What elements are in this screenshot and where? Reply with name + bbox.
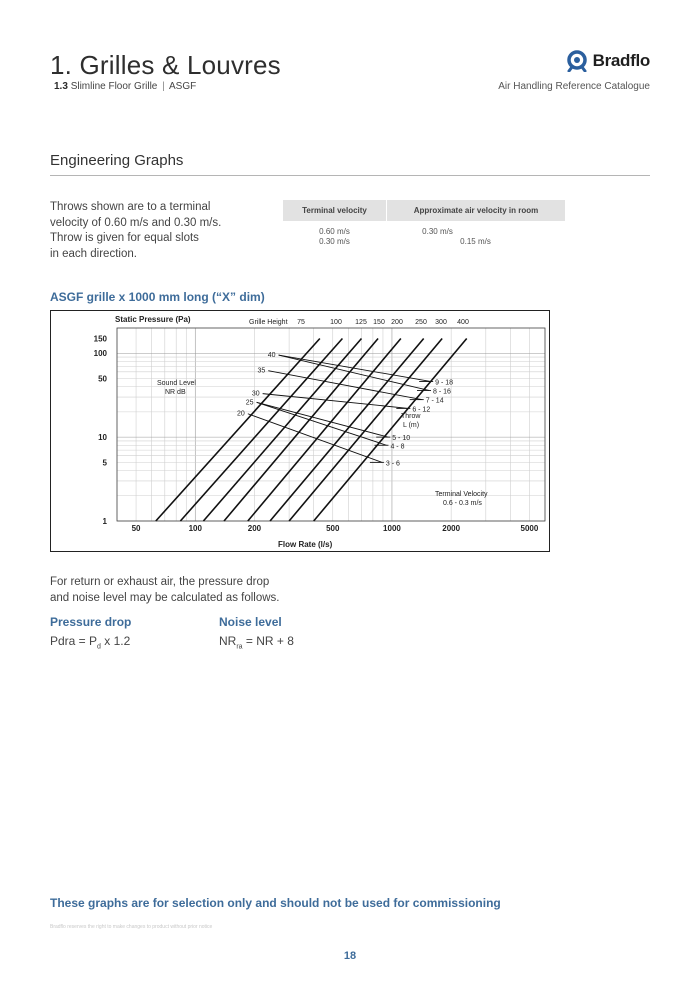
grille-height-lines: [156, 338, 467, 521]
intro-line: Throw is given for equal slots: [50, 232, 199, 244]
graph-svg: [51, 311, 549, 551]
x-tick-label: 2000: [442, 524, 461, 533]
throw-value: 3 - 6: [385, 460, 400, 468]
formula-lhs: Pdra = P: [50, 634, 98, 648]
y-tick-label: 10: [98, 433, 107, 443]
table-cell: 0.30 m/s: [422, 227, 453, 236]
table-cell: 0.15 m/s: [460, 237, 491, 246]
throw-value: 6 - 12: [412, 406, 431, 414]
throw-value: 8 - 16: [433, 388, 451, 396]
grille-line-125: [203, 338, 361, 521]
terminal-velocity-column: [283, 227, 386, 247]
y-tick-label: 1: [102, 517, 107, 526]
chart-labels: [94, 315, 539, 549]
grille-height-label: Grille Height: [249, 319, 288, 326]
y-tick-label: 150: [93, 334, 107, 344]
formula-lhs: NR: [219, 634, 237, 648]
grille-height-value: 300: [435, 319, 447, 326]
formula-rhs: x 1.2: [100, 634, 131, 648]
sound-level-value: 30: [251, 390, 260, 398]
fine-print: Bradflo reserves the right to make changes to product without prior notice: [50, 924, 213, 930]
sound-level-value: 35: [257, 367, 266, 375]
x-tick-label: 100: [188, 524, 202, 533]
catalogue-name: Air Handling Reference Catalogue: [498, 81, 650, 92]
intro-line: Throws shown are to a terminal: [50, 201, 211, 213]
section-heading: Engineering Graphs: [50, 152, 184, 169]
throw-curve: [263, 394, 409, 409]
x-tick-label: 50: [131, 524, 141, 533]
throw-value: 4 - 8: [390, 443, 405, 451]
section-divider: [50, 175, 650, 176]
pressure-drop-formula: [50, 634, 130, 650]
x-axis-title: Flow Rate (l/s): [278, 540, 333, 549]
velocity-table-header: [283, 200, 565, 221]
return-air-paragraph: [50, 575, 310, 606]
grille-line-300: [289, 338, 442, 521]
y-tick-label: 50: [98, 374, 107, 384]
formula-subscript: d: [97, 643, 101, 651]
throw-value: 9 - 18: [435, 379, 454, 387]
commissioning-note: These graphs are for selection only and should not be used for commissioning: [50, 896, 501, 910]
grille-height-value: 400: [457, 319, 469, 326]
brand-logo: [566, 50, 650, 72]
section-number: 1.3: [54, 81, 68, 92]
noise-level-heading: Noise level: [219, 615, 282, 629]
product-code: ASGF: [169, 81, 197, 92]
throw-unit: L (m): [403, 422, 420, 429]
terminal-velocity-value: 0.6 - 0.3 m/s: [443, 500, 482, 507]
table-cell: 0.60 m/s: [319, 227, 350, 236]
grille-line-75: [156, 338, 320, 521]
grille-line-150: [224, 338, 378, 521]
grille-height-value: 125: [355, 319, 367, 326]
velocity-table: [283, 200, 565, 247]
sound-level-value: 20: [237, 410, 245, 418]
separator: |: [162, 81, 165, 92]
intro-paragraph: [50, 200, 255, 262]
sound-level-unit: NR dB: [165, 389, 186, 396]
brand-name: Bradflo: [592, 51, 650, 70]
formula-subscript: ra: [236, 643, 243, 651]
return-air-line: For return or exhaust air, the pressure drop: [50, 576, 270, 588]
grille-height-value: 200: [391, 319, 403, 326]
x-tick-label: 500: [326, 524, 340, 533]
y-axis-title: Static Pressure (Pa): [115, 315, 191, 324]
page-subtitle: [54, 81, 196, 92]
grille-height-value: 150: [373, 319, 385, 326]
room-velocity-column: [386, 227, 565, 247]
terminal-velocity-label: Terminal Velocity: [435, 491, 488, 498]
page-title: 1. Grilles & Louvres: [50, 50, 281, 80]
x-tick-label: 5000: [520, 524, 539, 533]
graph-title: ASGF grille x 1000 mm long (“X” dim): [50, 290, 265, 304]
grille-height-value: 75: [297, 319, 305, 326]
section-name: Slimline Floor Grille: [70, 81, 158, 92]
table-cell: 0.30 m/s: [319, 237, 350, 246]
grille-line-100: [180, 338, 342, 521]
throw-value: 7 - 14: [425, 397, 444, 405]
throw-label: Throw: [401, 413, 421, 420]
return-air-line: and noise level may be calculated as follows.: [50, 591, 280, 604]
pressure-drop-heading: Pressure drop: [50, 615, 132, 629]
header-room-velocity: Approximate air velocity in room: [386, 200, 565, 221]
grille-height-value: 100: [330, 319, 342, 326]
header-terminal-velocity: Terminal velocity: [302, 206, 367, 215]
y-tick-label: 100: [93, 349, 107, 359]
grille-height-value: 250: [415, 319, 427, 326]
sound-level-value: 40: [267, 352, 276, 360]
engineering-graph: [50, 310, 550, 552]
x-tick-label: 200: [247, 524, 262, 533]
x-tick-label: 1000: [383, 524, 401, 533]
sound-level-value: 25: [245, 399, 254, 407]
noise-level-formula: [219, 634, 294, 650]
intro-line: velocity of 0.60 m/s and 0.30 m/s.: [50, 216, 222, 229]
throw-curve: [279, 355, 432, 381]
throw-value: 5 - 10: [392, 435, 411, 443]
formula-rhs: = NR + 8: [242, 634, 294, 648]
page-number: 18: [343, 950, 357, 962]
intro-line: in each direction.: [50, 247, 137, 260]
y-tick-label: 5: [102, 458, 107, 468]
velocity-table-body: [283, 221, 565, 247]
sound-level-label: Sound Level: [157, 380, 196, 387]
bradflo-logo-icon: [566, 50, 588, 72]
